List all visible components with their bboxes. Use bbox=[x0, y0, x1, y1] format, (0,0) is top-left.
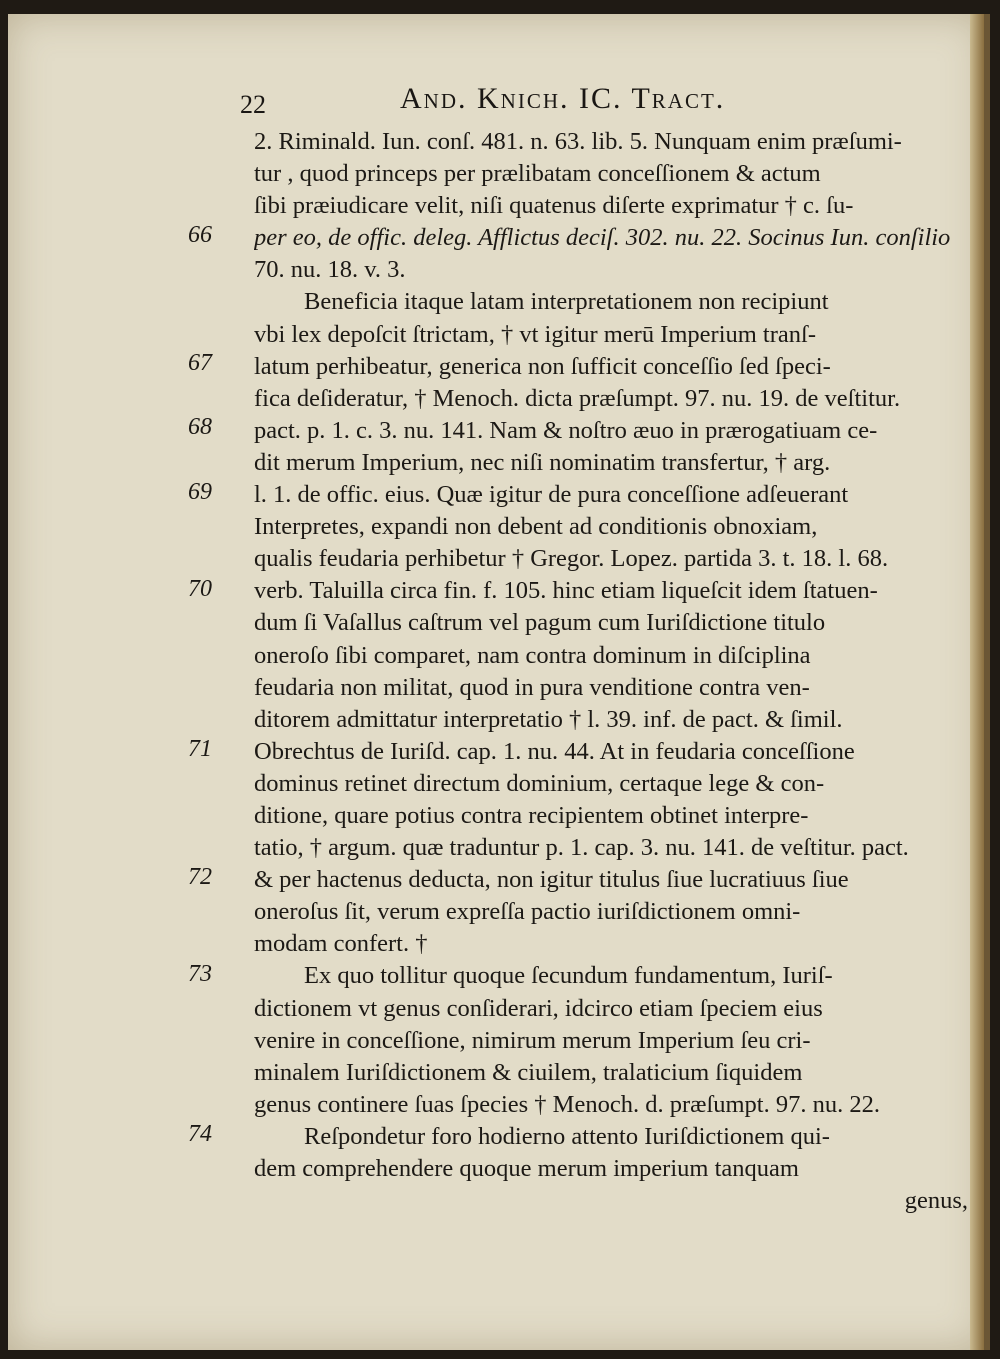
text-line: Ex quo tollitur quoque ſecundum fundamentum, Iuriſ- bbox=[304, 962, 833, 990]
margin-number: 72 bbox=[188, 864, 212, 890]
text-line: Interpretes, expandi non debent ad conditionis obnoxiam, bbox=[254, 513, 818, 541]
text-line: tatio, † argum. quæ traduntur p. 1. cap. 3. nu. 141. de veſtitur. pact. bbox=[254, 834, 909, 862]
text-line: modam confert. † bbox=[254, 930, 428, 958]
text-line: venire in conceſſione, nimirum merum Imperium ſeu cri- bbox=[254, 1026, 811, 1054]
catchword: genus, bbox=[904, 1187, 968, 1215]
page-header bbox=[8, 82, 984, 122]
text-line: per eo, de offic. deleg. Afflictus deciſ. 302. nu. 22. Socinus Iun. conſilio bbox=[254, 224, 951, 252]
text-line: dominus retinet directum dominium, certaque lege & con- bbox=[254, 769, 825, 797]
margin-number: 66 bbox=[188, 222, 212, 248]
body-text bbox=[254, 126, 968, 1217]
text-line: l. 1. de offic. eius. Quæ igitur de pura conceſſione adſeuerant bbox=[254, 481, 849, 509]
text-line: feudaria non militat, quod in pura venditione contra ven- bbox=[254, 673, 810, 701]
text-line: genus continere ſuas ſpecies † Menoch. d. præſumpt. 97. nu. 22. bbox=[254, 1090, 880, 1118]
text-line: ditione, quare potius contra recipientem obtinet interpre- bbox=[254, 801, 809, 829]
margin-number: 70 bbox=[188, 576, 212, 602]
margin-number: 67 bbox=[188, 350, 212, 376]
text-line: 2. Riminald. Iun. conſ. 481. n. 63. lib. 5. Nunquam enim præſumi- bbox=[254, 128, 902, 155]
margin-number: 68 bbox=[188, 414, 212, 440]
text-line: 70. nu. 18. v. 3. bbox=[254, 256, 406, 284]
text-line: dem comprehendere quoque merum imperium tanquam bbox=[254, 1155, 799, 1182]
text-line: tur , quod princeps per prælibatam conceſſionem & actum bbox=[254, 160, 821, 188]
text-line: dit merum Imperium, nec niſi nominatim transfertur, † arg. bbox=[254, 448, 831, 476]
running-head: And. Knich. IC. Tract. bbox=[400, 82, 726, 115]
margin-number: 74 bbox=[188, 1121, 212, 1147]
page-number: 22 bbox=[240, 90, 266, 119]
text-line: qualis feudaria perhibetur † Gregor. Lopez. partida 3. t. 18. l. 68. bbox=[254, 545, 889, 573]
text-line: oneroſo ſibi comparet, nam contra dominum in diſciplina bbox=[254, 641, 811, 669]
text-line: fica deſideratur, † Menoch. dicta præſumpt. 97. nu. 19. de veſtitur. bbox=[254, 384, 901, 412]
text-line: oneroſus ſit, verum expreſſa pactio iuriſdictionem omni- bbox=[254, 898, 801, 926]
text-line: Reſpondetur foro hodierno attento Iuriſdictionem qui- bbox=[304, 1122, 830, 1150]
text-line: pact. p. 1. c. 3. nu. 141. Nam & noſtro æuo in prærogatiuam ce- bbox=[254, 416, 878, 444]
text-line: dictionem vt genus conſiderari, idcirco etiam ſpeciem eius bbox=[254, 994, 823, 1022]
book-page bbox=[8, 14, 990, 1350]
margin-number: 69 bbox=[188, 479, 212, 505]
text-line: Obrechtus de Iuriſd. cap. 1. nu. 44. At in feudaria conceſſione bbox=[254, 737, 855, 765]
text-line: minalem Iuriſdictionem & ciuilem, tralaticium ſiquidem bbox=[254, 1058, 803, 1086]
text-line: latum perhibeatur, generica non ſufficit conceſſio ſed ſpeci- bbox=[254, 352, 831, 380]
text-line: & per hactenus deducta, non igitur titulus ſiue lucratiuus ſiue bbox=[254, 866, 849, 894]
margin-number: 73 bbox=[188, 961, 212, 987]
text-line: Beneficia itaque latam interpretationem non recipiunt bbox=[304, 288, 829, 316]
margin-number: 71 bbox=[188, 736, 212, 762]
text-line: ſibi præiudicare velit, niſi quatenus diſerte exprimatur † c. ſu- bbox=[254, 192, 854, 220]
text-line: dum ſi Vaſallus caſtrum vel pagum cum Iuriſdictione titulo bbox=[254, 609, 826, 637]
text-line: ditorem admittatur interpretatio † l. 39. inf. de pact. & ſimil. bbox=[254, 705, 843, 733]
text-line: verb. Taluilla circa fin. f. 105. hinc etiam liqueſcit idem ſtatuen- bbox=[254, 577, 878, 605]
text-line: vbi lex depoſcit ſtrictam, † vt igitur merū Imperium tranſ- bbox=[254, 320, 816, 348]
